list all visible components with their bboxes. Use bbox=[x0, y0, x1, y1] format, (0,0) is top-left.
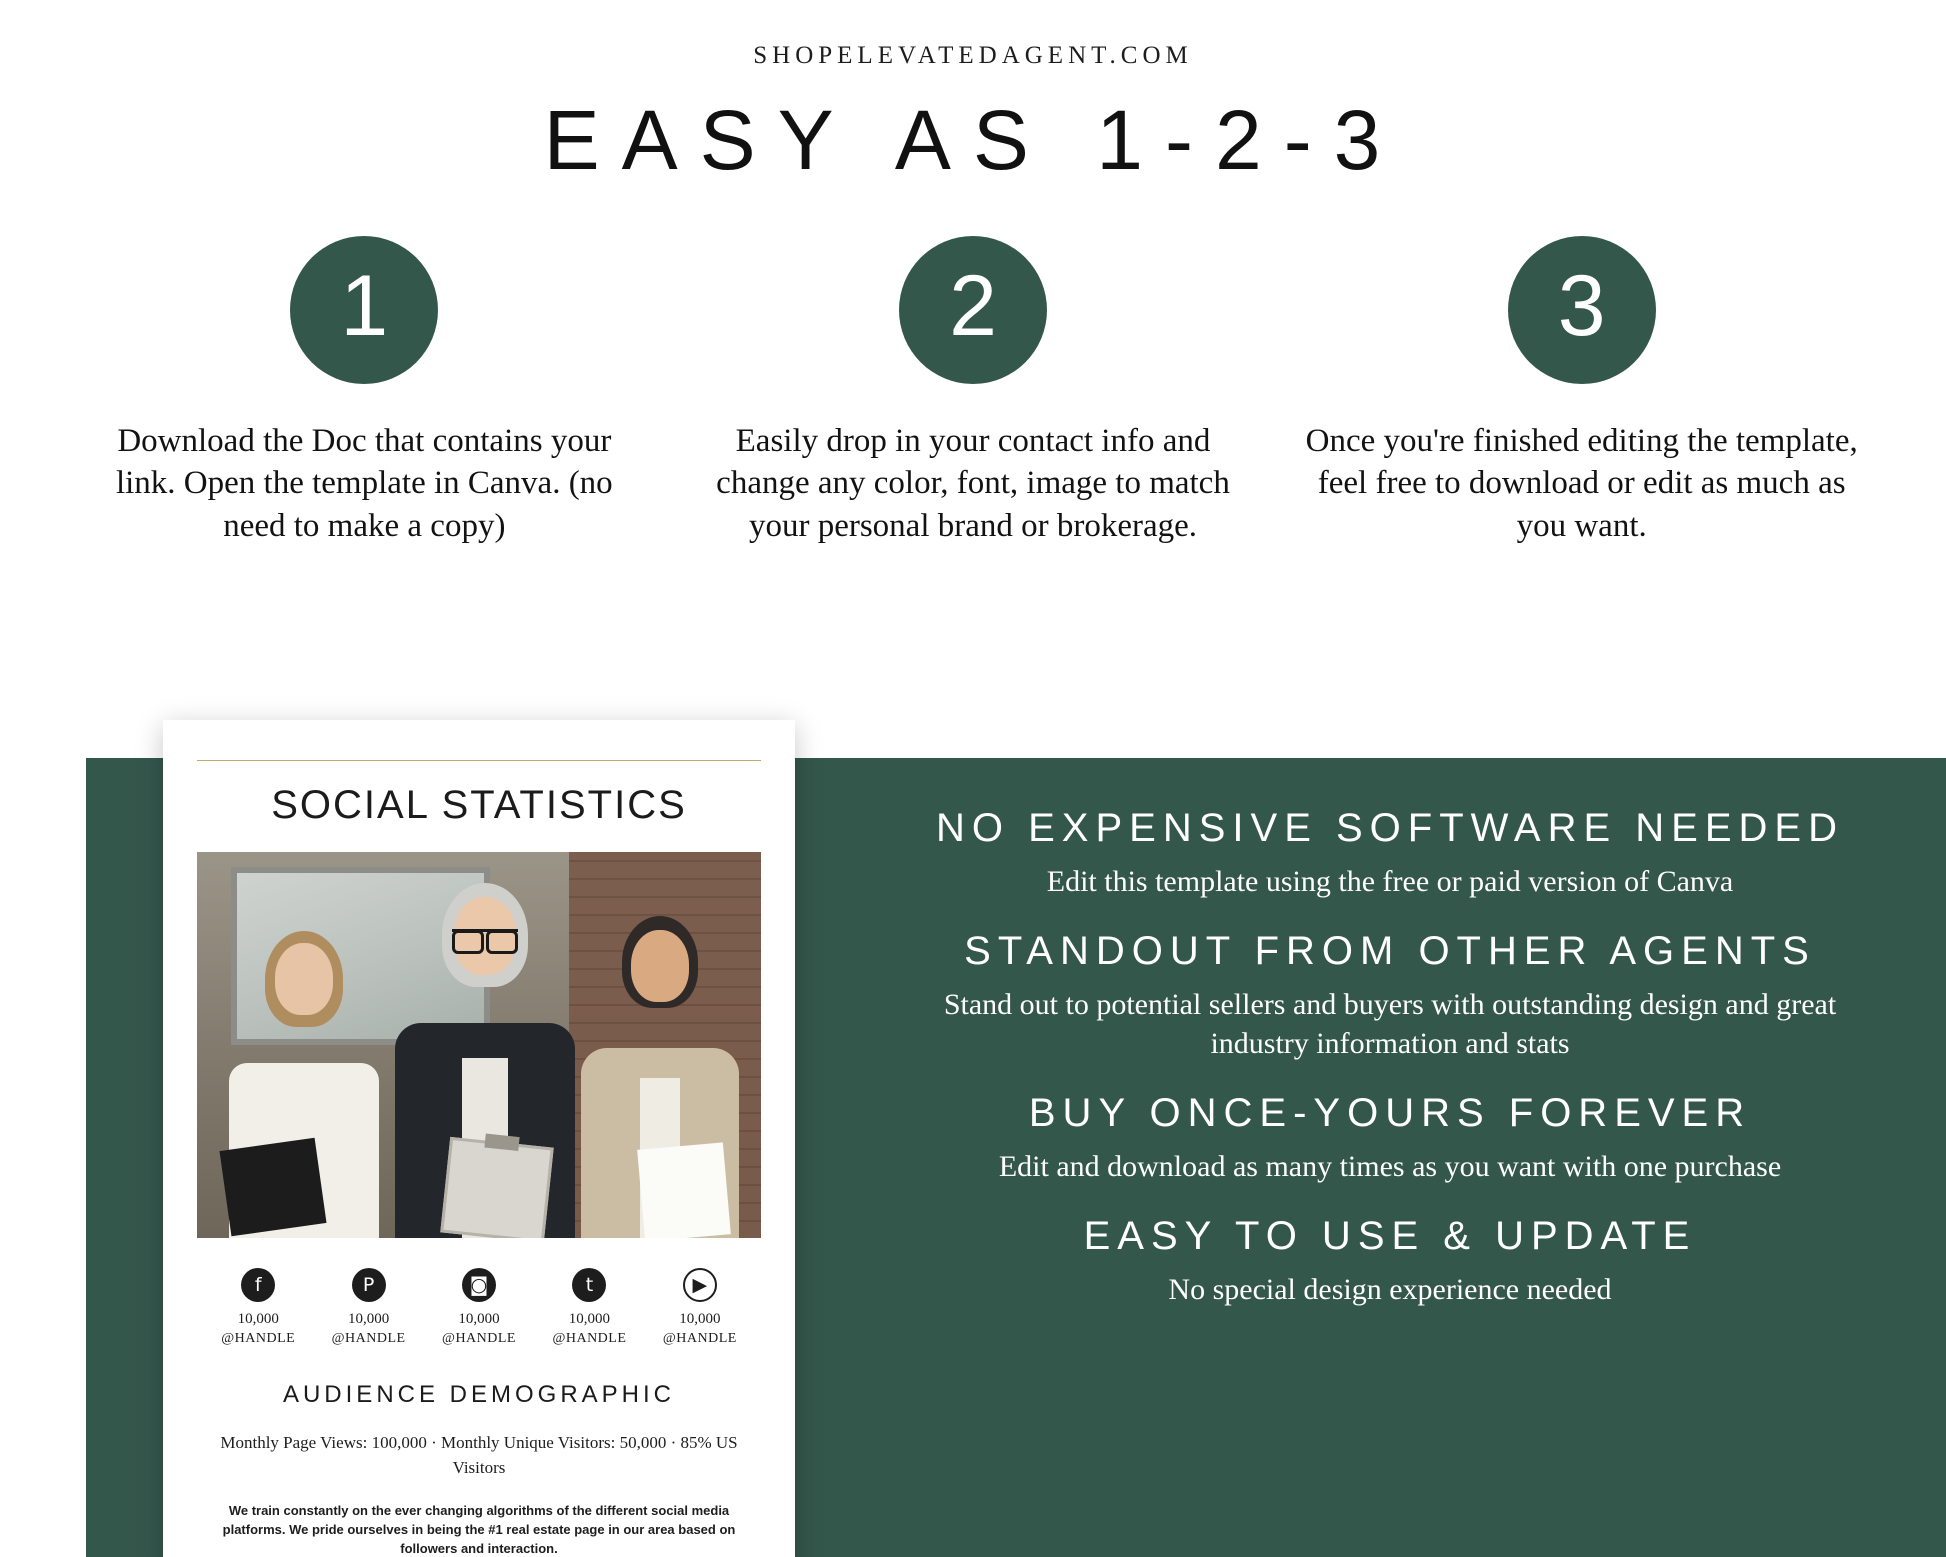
step-number-badge-3 bbox=[1508, 236, 1656, 384]
notebook-prop bbox=[220, 1138, 327, 1237]
audience-stats: Monthly Page Views: 100,000 · Monthly Unique Visitors: 50,000 · 85% US Visitors bbox=[220, 1433, 738, 1477]
person-head bbox=[631, 930, 689, 1002]
social-item bbox=[645, 1268, 755, 1347]
social-item bbox=[534, 1268, 644, 1347]
benefit-body: Edit this template using the free or paid version of Canva bbox=[1046, 865, 1734, 898]
benefit-title: STANDOUT FROM OTHER AGENTS bbox=[964, 929, 1816, 973]
top-section bbox=[0, 42, 1946, 758]
flyer-photo bbox=[197, 852, 761, 1238]
step-2 bbox=[669, 236, 1278, 547]
social-count: 10,000 bbox=[458, 1311, 500, 1327]
step-number-1: 1 bbox=[340, 258, 389, 355]
step-number-3: 3 bbox=[1557, 258, 1606, 355]
social-count: 10,000 bbox=[568, 1311, 611, 1327]
social-handle: @HANDLE bbox=[552, 1331, 627, 1346]
social-count: 10,000 bbox=[237, 1311, 279, 1327]
audience-demographic-title: AUDIENCE DEMOGRAPHIC bbox=[282, 1381, 676, 1408]
social-item bbox=[313, 1268, 423, 1347]
youtube-icon: ▶ bbox=[683, 1268, 717, 1302]
benefits-list bbox=[900, 804, 1880, 1335]
step-text-3: Once you're finished editing the template, feel free to download or edit as much as you want. bbox=[1305, 423, 1858, 544]
clipboard-prop bbox=[440, 1137, 553, 1238]
step-1 bbox=[60, 236, 669, 547]
benefit-title: NO EXPENSIVE SOFTWARE NEEDED bbox=[936, 806, 1844, 850]
benefit-item bbox=[900, 1212, 1880, 1309]
facebook-icon: f bbox=[241, 1268, 275, 1302]
benefit-item bbox=[900, 804, 1880, 901]
social-item bbox=[424, 1268, 534, 1347]
flyer-title: SOCIAL STATISTICS bbox=[271, 783, 687, 827]
site-url: SHOPELEVATEDAGENT.COM bbox=[753, 42, 1193, 69]
left-white-strip bbox=[0, 758, 86, 1557]
social-item bbox=[203, 1268, 313, 1347]
steps-row bbox=[0, 236, 1946, 547]
pinterest-icon: P bbox=[352, 1268, 386, 1302]
step-3 bbox=[1277, 236, 1886, 547]
step-number-2: 2 bbox=[949, 258, 997, 355]
instagram-icon: ◙ bbox=[462, 1268, 496, 1302]
social-count: 10,000 bbox=[347, 1311, 390, 1327]
social-handle: @HANDLE bbox=[442, 1331, 516, 1346]
benefit-item bbox=[900, 1089, 1880, 1186]
social-handle: @HANDLE bbox=[662, 1331, 737, 1346]
promo-graphic bbox=[0, 42, 1946, 1557]
social-handle: @HANDLE bbox=[331, 1331, 406, 1346]
twitter-icon: t bbox=[572, 1268, 606, 1302]
glasses-icon bbox=[452, 929, 518, 947]
benefit-title: BUY ONCE-YOURS FOREVER bbox=[1028, 1091, 1752, 1135]
flyer-divider bbox=[197, 760, 761, 761]
step-text-2: Easily drop in your contact info and change any color, font, image to match your personal brand or brokerage. bbox=[716, 423, 1230, 544]
person-head bbox=[275, 943, 333, 1015]
benefit-body: Edit and download as many times as you want with one purchase bbox=[998, 1150, 1782, 1183]
benefit-body: No special design experience needed bbox=[1168, 1273, 1612, 1306]
step-number-badge-1 bbox=[290, 236, 438, 384]
paper-prop bbox=[637, 1142, 731, 1238]
flyer-paragraph: We train constantly on the ever changing algorithms of the different social media platforms. We pride ourselves in being the #1 real estate page in our area based on followers and interaction. bbox=[222, 1503, 736, 1556]
page-title: EASY AS 1-2-3 bbox=[543, 93, 1403, 187]
bottom-section bbox=[0, 758, 1946, 1557]
step-text-1: Download the Doc that contains your link. Open the template in Canva. (no need to make a copy) bbox=[115, 423, 613, 544]
social-handle: @HANDLE bbox=[221, 1331, 296, 1346]
step-number-badge-2 bbox=[899, 236, 1047, 384]
benefit-title: EASY TO USE & UPDATE bbox=[1083, 1214, 1697, 1258]
flyer-preview bbox=[163, 720, 795, 1557]
social-count: 10,000 bbox=[679, 1311, 721, 1327]
benefit-body: Stand out to potential sellers and buyers with outstanding design and great industry information and stats bbox=[943, 988, 1837, 1060]
social-stats-row bbox=[197, 1268, 761, 1347]
benefit-item bbox=[900, 927, 1880, 1063]
